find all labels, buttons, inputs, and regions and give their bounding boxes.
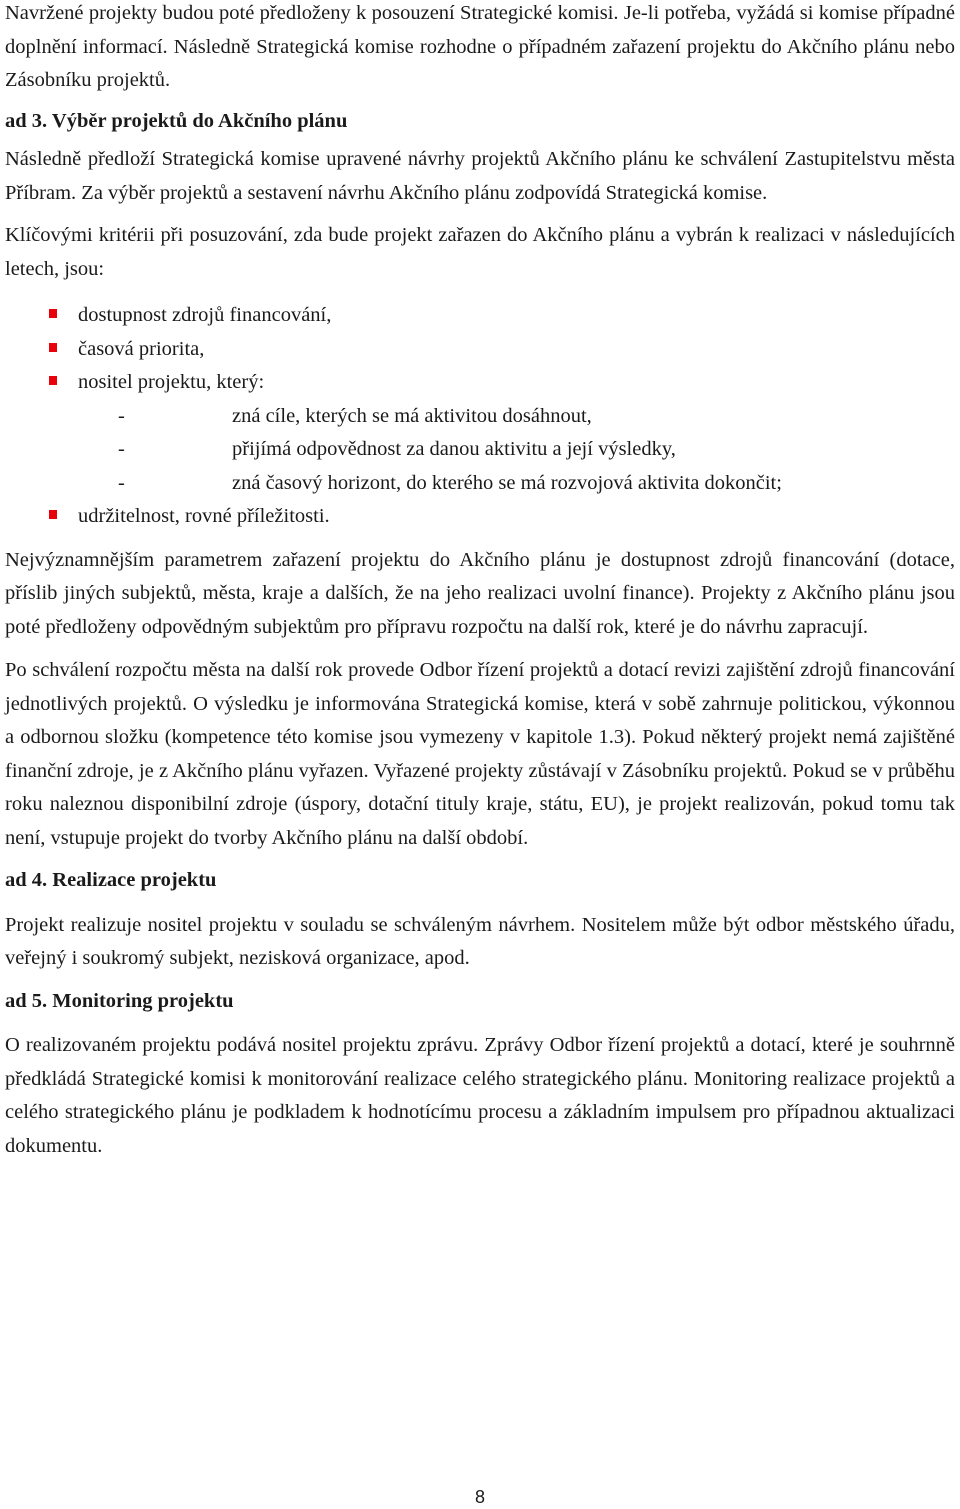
section-4-heading: ad 4. Realizace projektu: [5, 869, 217, 891]
sub-list-item: [5, 433, 955, 467]
section-3-paragraph-4: Po schválení rozpočtu města na další rok provede Odbor řízení projektů a dotací revizi zajištění zdrojů financování jednotlivých projektů. O výsledku je informována Strategická komise, která v sobě zahrnuje politickou, výkonnou a odbornou složku (kompetence této komise jsou vymezeny v kapitole 1.3). Pokud některý projekt nemá zajištěné finanční zdroje, je z Akčního plánu vyřazen. Vyřazené projekty zůstávají v Zásobníku projektů. Pokud se v průběhu roku naleznou disponibilní zdroje (úspory, dotační tituly kraje, státu, EU), je projekt realizován, pokud tomu tak není, vstupuje projekt do tvorby Akčního plánu na další období.: [5, 659, 955, 849]
list-item: [5, 500, 955, 534]
list-item-text: časová priorita,: [78, 337, 205, 360]
intro-paragraph: Navržené projekty budou poté předloženy k posouzení Strategické komisi. Je-li potřeba, vyžádá si komise případné doplnění informací. Následně Strategická komise rozhodne o případném zařazení projektu do Akčního plánu nebo Zásobníku projektů.: [5, 2, 955, 91]
dash-bullet-icon: -: [118, 404, 125, 427]
square-bullet-icon: [49, 309, 57, 318]
page-number: 8: [474, 1487, 485, 1507]
sub-criteria-list: [78, 400, 955, 501]
criteria-list: [5, 299, 955, 534]
section-3-paragraph-2: Klíčovými kritérii při posuzování, zda bude projekt zařazen do Akčního plánu a vybrán k realizaci v následujících letech, jsou:: [5, 224, 955, 280]
list-item: [5, 333, 955, 367]
document-page: [5, 0, 955, 1163]
sub-list-item-text: zná cíle, kterých se má aktivitou dosáhnout,: [232, 404, 592, 427]
square-bullet-icon: [49, 376, 57, 385]
sub-list-item-text: přijímá odpovědnost za danou aktivitu a její výsledky,: [232, 438, 676, 460]
sub-list-item: [5, 467, 955, 501]
dash-bullet-icon: -: [118, 471, 125, 494]
sub-list-item: [5, 400, 955, 434]
list-item: [5, 299, 955, 333]
section-3-paragraph-3: Nejvýznamnějším parametrem zařazení projektu do Akčního plánu je dostupnost zdrojů financování (dotace, příslib jiných subjektů, města, kraje a dalších, že na jeho realizaci uvolní finance). Projekty z Akčního plánu jsou poté předloženy odpovědným subjektům pro přípravu rozpočtu na další rok, které je do návrhu zapracují.: [5, 548, 955, 638]
list-item: [5, 366, 955, 500]
section-3-paragraph-1: Následně předloží Strategická komise upravené návrhy projektů Akčního plánu ke schválení Zastupitelstvu města Příbram. Za výběr projektů a sestavení návrhu Akčního plánu zodpovídá Strategická komise.: [5, 148, 955, 204]
list-item-text: udržitelnost, rovné příležitosti.: [78, 505, 330, 527]
square-bullet-icon: [49, 510, 57, 519]
square-bullet-icon: [49, 343, 57, 352]
list-item-text: nositel projektu, který:: [78, 371, 265, 393]
section-4-paragraph: Projekt realizuje nositel projektu v souladu se schváleným návrhem. Nositelem může být odbor městského úřadu, veřejný i soukromý subjekt, nezisková organizace, apod.: [5, 913, 955, 969]
section-3-heading: ad 3. Výběr projektů do Akčního plánu: [5, 109, 348, 132]
dash-bullet-icon: -: [118, 438, 125, 460]
section-5-heading: ad 5. Monitoring projektu: [5, 989, 234, 1012]
section-5-paragraph: O realizovaném projektu podává nositel projektu zprávu. Zprávy Odbor řízení projektů a dotací, které je souhrnně předkládá Strategické komisi k monitorování realizace celého strategického plánu. Monitoring realizace projektů a celého strategického plánu je podkladem k hodnotícímu procesu a základním impulsem pro případnou aktualizaci dokumentu.: [5, 1034, 955, 1157]
sub-list-item-text: zná časový horizont, do kterého se má rozvojová aktivita dokončit;: [232, 471, 782, 494]
list-item-text: dostupnost zdrojů financování,: [78, 304, 332, 326]
